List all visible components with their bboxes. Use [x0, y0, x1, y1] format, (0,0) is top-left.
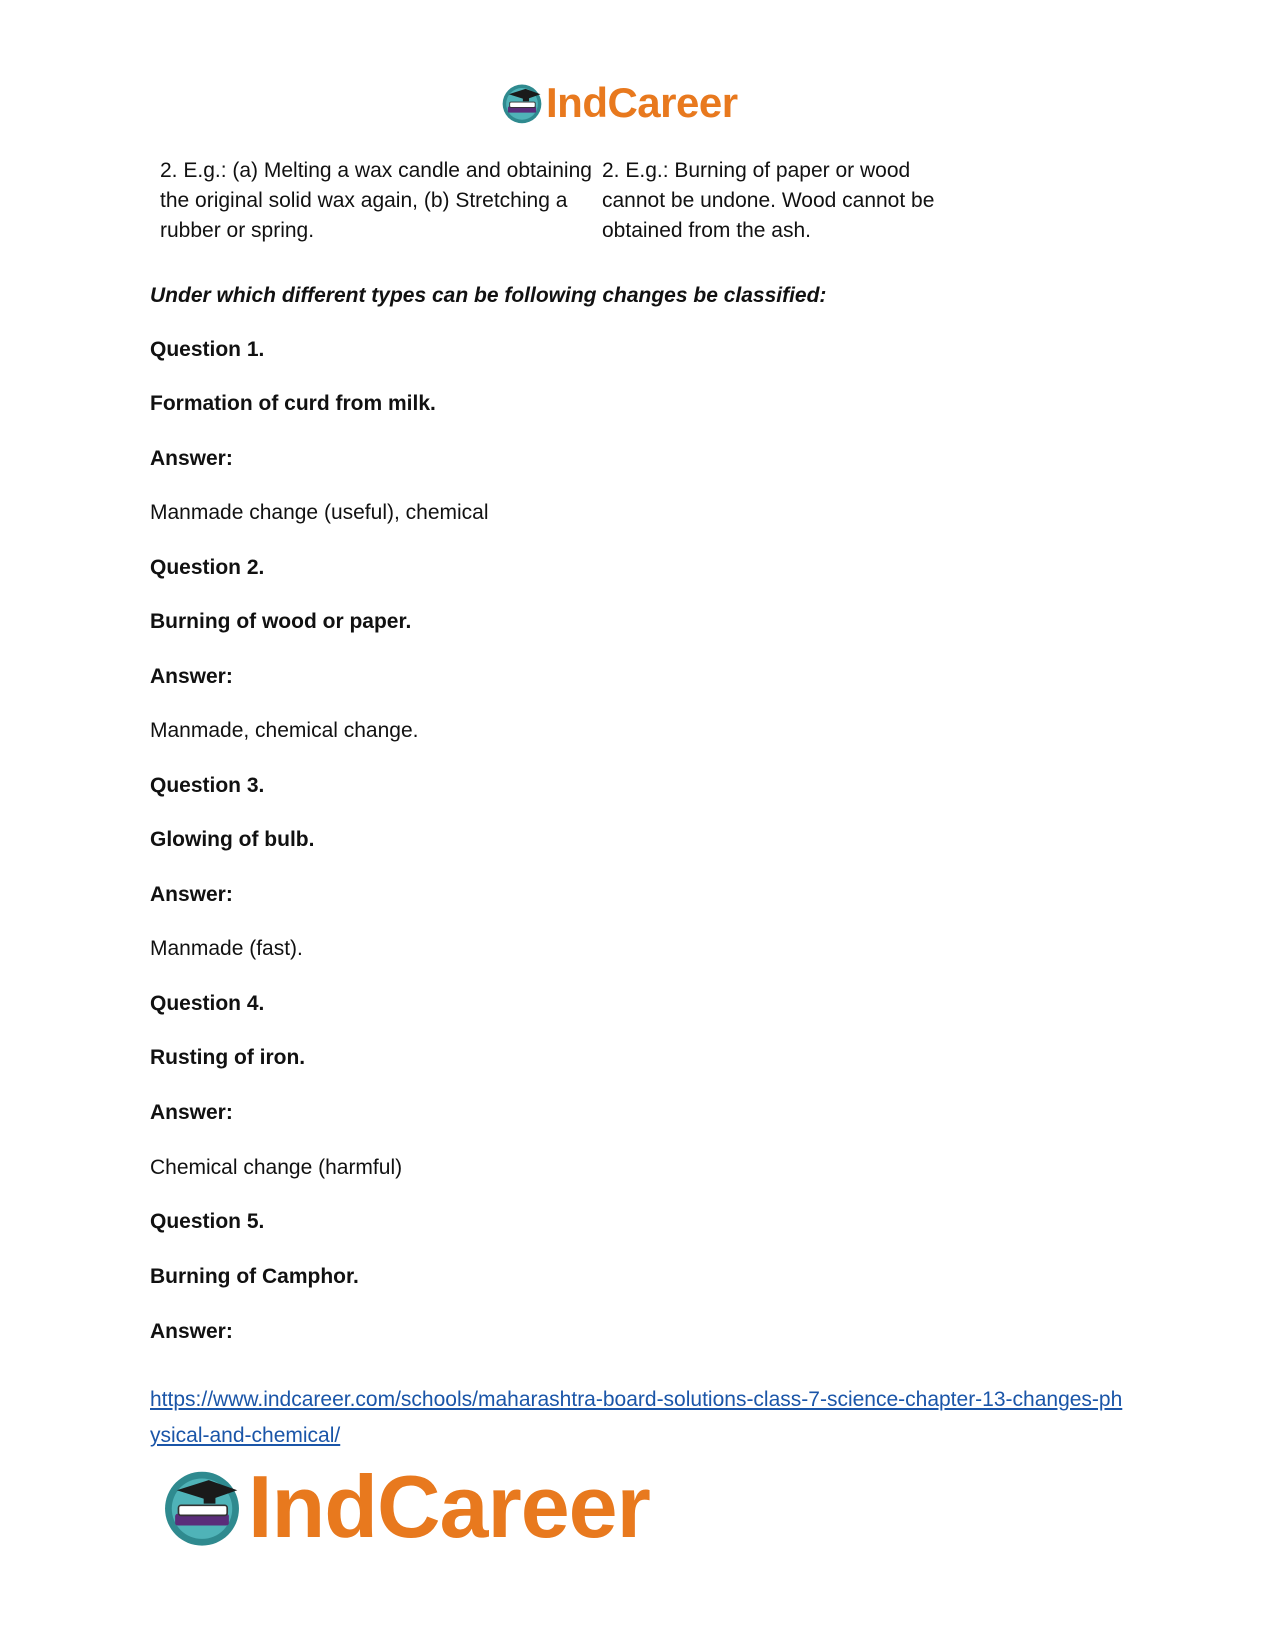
question-label: Question 3. [150, 774, 265, 797]
answer-label: Answer: [150, 447, 233, 470]
answer-label: Answer: [150, 883, 233, 906]
header-logo [500, 80, 738, 126]
question-label: Question 2. [150, 556, 265, 579]
question-label: Question 4. [150, 992, 265, 1015]
question-label: Question 5. [150, 1210, 265, 1233]
answer-label: Answer: [150, 665, 233, 688]
question-text: Burning of wood or paper. [150, 610, 412, 633]
question-text: Burning of Camphor. [150, 1265, 359, 1288]
comparison-row [160, 156, 970, 246]
comparison-left-cell: 2. E.g.: (a) Melting a wax candle and obtaining the original solid wax again, (b) Stretching a rubber or spring. [160, 159, 592, 242]
comparison-right-cell: 2. E.g.: Burning of paper or wood cannot be undone. Wood cannot be obtained from the ash. [602, 159, 935, 242]
question-text: Glowing of bulb. [150, 828, 315, 851]
answer-text: Chemical change (harmful) [150, 1156, 403, 1179]
question-text: Rusting of iron. [150, 1046, 306, 1069]
source-link[interactable]: https://www.indcareer.com/schools/maharashtra-board-solutions-class-7-science-chapter-13-changes-physical-and-chemical/ [150, 1388, 1123, 1447]
brand-name: IndCareer [248, 1457, 650, 1556]
brand-name: IndCareer [546, 79, 738, 126]
answer-text: Manmade (fast). [150, 937, 303, 960]
question-text: Formation of curd from milk. [150, 392, 436, 415]
answer-label: Answer: [150, 1320, 233, 1343]
graduation-book-globe-icon [160, 1465, 244, 1549]
answer-text: Manmade change (useful), chemical [150, 501, 489, 524]
graduation-book-globe-icon [500, 81, 544, 125]
footer-logo [160, 1457, 650, 1556]
answer-label: Answer: [150, 1101, 233, 1124]
section-heading: Under which different types can be following changes be classified: [150, 284, 827, 307]
question-label: Question 1. [150, 338, 265, 361]
answer-text: Manmade, chemical change. [150, 719, 419, 742]
